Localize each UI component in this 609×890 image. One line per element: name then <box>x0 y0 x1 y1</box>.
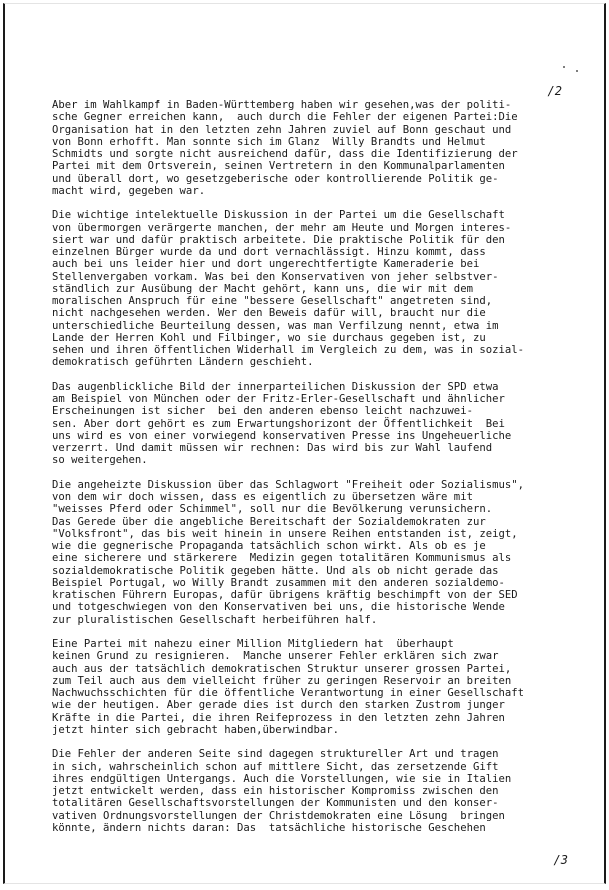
text-line: Schmidts und sorgte nicht ausreichend dafür, dass die Identifizierung der <box>52 148 518 160</box>
text-line: so weitergehen. <box>52 454 148 467</box>
text-line: zur pluralistischen Gesellschaft herbeiführen half. <box>52 613 378 626</box>
text-line: wie der heutigen. Aber gerade dies ist durch den starken Zustrom junger <box>52 699 505 712</box>
text-line: und totgeschwiegen von den Konservativen bei uns, die historische Wende <box>52 601 505 614</box>
text-line: in sich, wahrscheinlich schon auf mittlere Sicht, das zersetzende Gift <box>52 760 499 773</box>
text-line: wie die gegnerische Propaganda tatsächlich schon wirkt. Als ob es je <box>52 540 486 552</box>
text-line: Das Gerede über die angebliche Bereitschaft der Sozialdemokraten zur <box>52 515 486 528</box>
paragraph <box>52 99 587 197</box>
text-line: ständlich zur Ausübung der Macht gehört, kann uns, die wir mit dem <box>52 282 473 295</box>
text-line: von Bonn erhofft. Man sonnte sich im Glanz Willy Brandts und Helmut <box>52 135 486 148</box>
text-line: demokratisch geführten Ländern geschieht. <box>52 356 314 369</box>
text-line: Erscheinungen ist sicher bei den anderen ebenso leicht nachzuwei- <box>52 405 473 418</box>
next-page-marker: /3 <box>553 853 568 867</box>
text-line: Eine Partei mit nahezu einer Million Mitgliedern hat überhaupt <box>52 638 454 650</box>
text-line: auch bei uns leider hier und dort ungerechtfertigte Kameraderie bei <box>52 258 480 271</box>
text-line: siert war und dafür praktisch arbeitete. Die praktische Politik für den <box>52 233 505 246</box>
text-line: "Volksfront", das bis weit hinein in unsere Reihen entstanden ist, zeigt, <box>52 527 518 540</box>
text-line: unterschiedliche Beurteilung dessen, was man Verfilzung nennt, etwa im <box>52 319 499 332</box>
text-line: kratischen Führern Europas, dafür übrigens kräftig beschimpft von der SED <box>52 589 518 601</box>
scan-speck <box>576 70 578 72</box>
text-line: verzerrt. Und damit müssen wir rechnen: Das wird bis zur Wahl laufend <box>52 442 493 454</box>
text-line: auch aus der tatsächlich demokratischen Struktur unserer grossen Partei, <box>52 662 512 675</box>
text-line: Das augenblickliche Bild der innerparteilichen Diskussion der SPD etwa <box>52 380 499 393</box>
text-line: Beispiel Portugal, wo Willy Brandt zusammen mit den anderen sozialdemo- <box>52 576 505 589</box>
text-line: sen. Aber dort gehört es zum Erwartungshorizont der Öffentlichkeit Bei <box>52 417 505 430</box>
text-line: zum Teil auch aus dem vielleicht früher zu geringen Reservoir an breiten <box>52 674 512 687</box>
page-number: /2 <box>547 84 562 98</box>
text-line: von übermorgen verärgerte manchen, der mehr am Heute und Morgen interes- <box>52 221 512 234</box>
document-body <box>52 99 587 846</box>
scan-speck <box>563 66 565 68</box>
text-line: jetzt entwickelt werden, dass ein historischer Kompromiss zwischen den <box>52 785 499 797</box>
text-line: moralischen Anspruch für eine "bessere Gesellschaft" angetreten sind, <box>52 295 493 307</box>
text-line: Nachwuchsschichten für die öffentliche Verantwortung in einer Gesellschaft <box>52 687 524 699</box>
text-line: Partei mit dem Ortsverein, seinen Vertretern in den Kommunalparlamenten <box>52 160 505 173</box>
text-line: sozialdemokratische Politik gegeben hätte. Und als ob nicht gerade das <box>52 564 499 577</box>
document-page <box>3 3 606 884</box>
text-line: könnte, ändern nichts daran: Das tatsächliche historische Geschehen <box>52 821 486 834</box>
text-line: sche Gegner erreichen kann, auch durch die Fehler der eigenen Partei:Die <box>52 111 518 124</box>
text-line: "weisses Pferd oder Schimmel", soll nur die Bevölkerung verunsichern. <box>52 503 493 516</box>
text-line: totalitären Gesellschaftsvorstellungen der Kommunisten und den konser- <box>52 797 499 810</box>
text-line: uns wird es von einer vorwiegend konservativen Presse ins Ungeheuerliche <box>52 429 512 442</box>
text-line: sehen und ihren öffentlichen Widerhall im Vergleich zu dem, was in sozial- <box>52 344 524 356</box>
text-line: vativen Ordnungsvorstellungen der Christdemokraten eine Lösung bringen <box>52 809 505 822</box>
text-line: Stellenvergaben vorkam. Was bei den Konservativen von jeher selbstver- <box>52 270 499 283</box>
text-line: Die Fehler der anderen Seite sind dagegen struktureller Art und tragen <box>52 748 499 761</box>
paragraph <box>52 638 587 736</box>
text-line: jetzt hinter sich gebracht haben,überwindbar. <box>52 723 340 736</box>
text-line: einzelnen Bürger wurde da und dort vernachlässigt. Hinzu kommt, dass <box>52 246 486 258</box>
paragraph <box>52 381 587 467</box>
text-line: am Beispiel von München oder der Fritz-Erler-Gesellschaft und ähnlicher <box>52 393 505 405</box>
text-line: Lande der Herren Kohl und Filbinger, wo sie durchaus gegeben ist, zu <box>52 331 486 344</box>
text-line: Organisation hat in den letzten zehn Jahren zuviel auf Bonn geschaut und <box>52 123 512 136</box>
text-line: macht wird, gegeben war. <box>52 184 206 197</box>
paragraph <box>52 479 587 626</box>
text-line: Die angeheizte Diskussion über das Schlagwort "Freiheit oder Sozialismus", <box>52 478 524 491</box>
text-line: und überall dort, wo gesetzgeberische oder kontrollierende Politik ge- <box>52 172 499 185</box>
text-line: keinen Grund zu resignieren. Manche unserer Fehler erklären sich zwar <box>52 650 499 663</box>
text-line: ihres endgültigen Untergangs. Auch die Vorstellungen, wie sie in Italien <box>52 772 512 785</box>
text-line: nicht nachgesehen werden. Wer den Beweis dafür will, braucht nur die <box>52 307 486 320</box>
text-line: Aber im Wahlkampf in Baden-Württemberg haben wir gesehen,was der politi- <box>52 99 512 111</box>
text-line: Die wichtige intelektuelle Diskussion in der Partei um die Gesellschaft <box>52 209 505 222</box>
paragraph <box>52 209 587 368</box>
text-line: eine sicherere und stärkerere Medizin gegen totalitären Kommunismus als <box>52 552 512 565</box>
text-line: Kräfte in die Partei, die ihren Reifeprozess in den letzten zehn Jahren <box>52 711 505 724</box>
paragraph <box>52 748 587 834</box>
text-line: von dem wir doch wissen, dass es eigentlich zu übersetzen wäre mit <box>52 491 473 503</box>
